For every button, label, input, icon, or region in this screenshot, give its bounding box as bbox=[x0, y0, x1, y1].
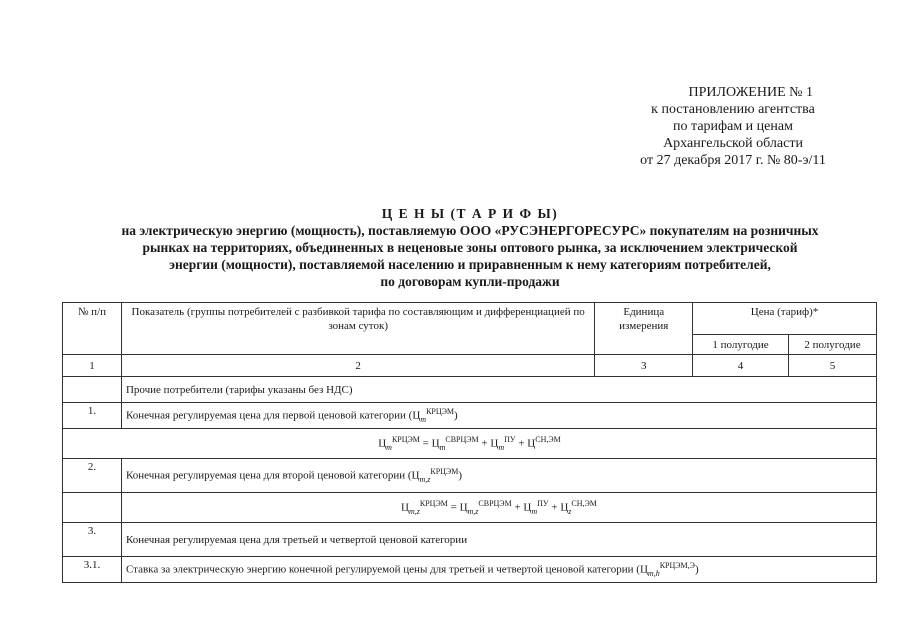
row-num: 3.1. bbox=[63, 557, 122, 583]
header-num: № п/п bbox=[63, 303, 122, 355]
title-line: рынках на территориях, объединенных в неценовые зоны оптового рынка, за исключением электрической bbox=[142, 240, 798, 255]
title-line: на электрическую энергию (мощность), поставляемую ООО «РУСЭНЕРГОРЕСУРС» покупателям на розничных bbox=[121, 223, 819, 238]
header-half2: 2 полугодие bbox=[788, 335, 876, 355]
formula-row bbox=[63, 429, 877, 459]
tariff-table bbox=[62, 302, 877, 583]
header-indicator: Показатель (группы потребителей с разбивкой тарифа по составляющим и дифференциацией по зонам суток) bbox=[121, 303, 594, 355]
title-line: энергии (мощности), поставляемой населению и приравненным к нему категориям потребителей, bbox=[169, 257, 771, 272]
appendix-line: к постановлению агентства bbox=[651, 102, 815, 117]
col-number: 2 bbox=[121, 355, 594, 377]
col-number: 5 bbox=[788, 355, 876, 377]
table-row bbox=[63, 403, 877, 429]
formula-1: $Ц_m^{КРЦЭМ} = Ц_m^{СВРЦЭМ} + Ц_m^{ПУ} + Ц^{СН,ЭМ}$ bbox=[63, 429, 877, 459]
col-number: 4 bbox=[693, 355, 789, 377]
row-num: 3. bbox=[63, 523, 122, 557]
row-num: 2. bbox=[63, 459, 122, 493]
row-other-consumers: Прочие потребители (тарифы указаны без НДС) bbox=[121, 377, 876, 403]
header-unit: Единица измерения bbox=[595, 303, 693, 355]
column-number-row bbox=[63, 355, 877, 377]
row-text: Конечная регулируемая цена для первой ценовой категории $(Ц_m^{КРЦЭМ})$ bbox=[121, 403, 876, 429]
header-half1: 1 полугодие bbox=[693, 335, 789, 355]
col-number: 1 bbox=[63, 355, 122, 377]
formula-row bbox=[63, 493, 877, 523]
document-title bbox=[60, 205, 880, 290]
row-text: Ставка за электрическую энергию конечной регулируемой цены для третьей и четвертой ценовой категории $(Ц_{m,h}^{КРЦЭМ,Э})$ bbox=[121, 557, 876, 583]
appendix-line: по тарифам и ценам bbox=[673, 119, 793, 134]
table-row bbox=[63, 377, 877, 403]
appendix-date: от 27 декабря 2017 г. № 80-э/11 bbox=[640, 153, 826, 168]
row-num: 1. bbox=[63, 403, 122, 429]
table-row bbox=[63, 459, 877, 493]
header-price: Цена (тариф)* bbox=[693, 303, 877, 335]
appendix-title: ПРИЛОЖЕНИЕ № 1 bbox=[688, 85, 813, 100]
appendix-block bbox=[613, 84, 853, 169]
title-line: по договорам купли-продажи bbox=[380, 274, 560, 289]
col-number: 3 bbox=[595, 355, 693, 377]
table-row bbox=[63, 523, 877, 557]
formula-2: $Ц_{m,z}^{КРЦЭМ} = Ц_{m,z}^{СВРЦЭМ} + Ц_m^{ПУ} + Ц_z^{СН,ЭМ}$ bbox=[121, 493, 876, 523]
appendix-line: Архангельской области bbox=[663, 136, 803, 151]
title-main: Ц Е Н Ы (Т А Р И Ф Ы) bbox=[381, 206, 559, 221]
table-row bbox=[63, 557, 877, 583]
row-text: Конечная регулируемая цена для третьей и четвертой ценовой категории bbox=[121, 523, 876, 557]
row-text: Конечная регулируемая цена для второй ценовой категории $(Ц_{m,z}^{КРЦЭМ})$ bbox=[121, 459, 876, 493]
